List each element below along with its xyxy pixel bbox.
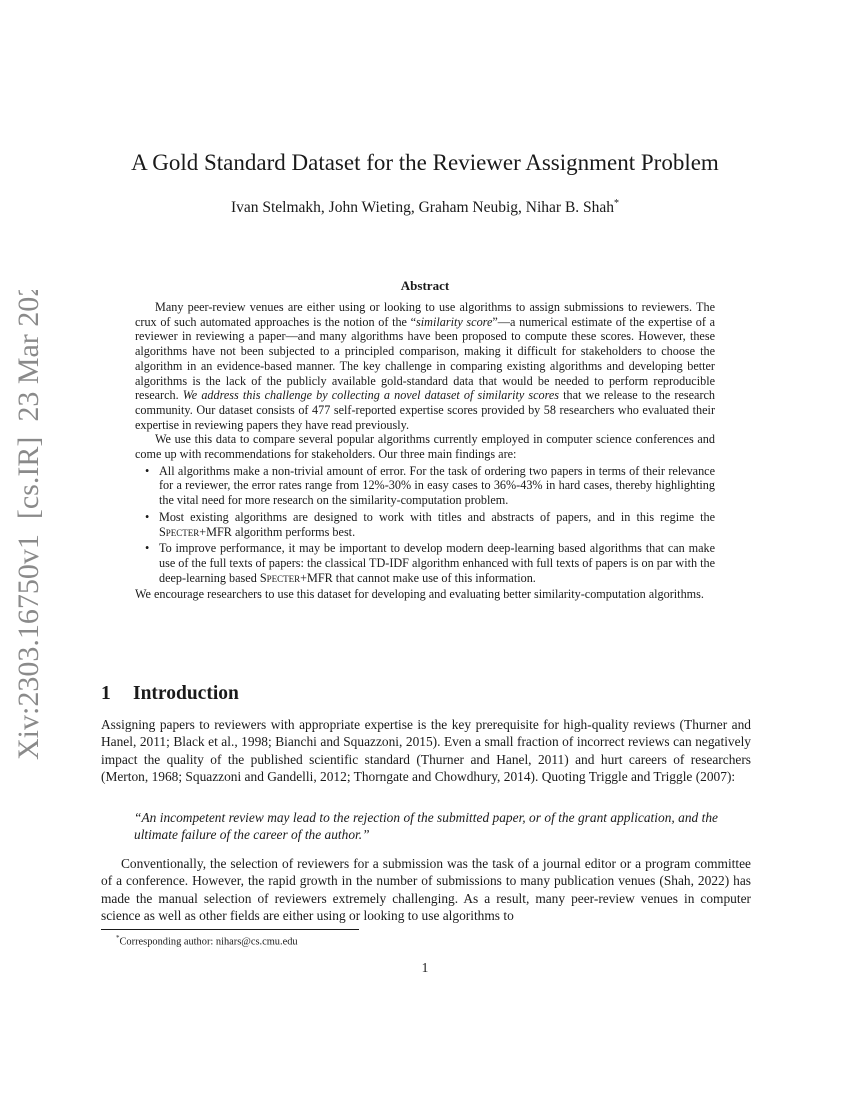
abstract-heading: Abstract bbox=[400, 278, 450, 293]
abstract-paragraph-2: We use this data to compare several popular algorithms currently employed in computer science conferences and come up with recommendations for stakeholders. Our three main findings are: bbox=[135, 432, 715, 462]
abstract-emphasis: We address this challenge by collecting a novel dataset of similarity scores bbox=[182, 388, 560, 403]
author-list bbox=[0, 198, 850, 217]
page-number: 1 bbox=[421, 960, 429, 975]
abstract-closing: We encourage researchers to use this dataset for developing and evaluating better similarity-computation algorithms. bbox=[135, 587, 704, 602]
paper-title: A Gold Standard Dataset for the Reviewer Assignment Problem bbox=[131, 150, 719, 175]
algorithm-name: Specter bbox=[159, 524, 200, 539]
footnote-mark: * bbox=[116, 934, 120, 942]
footnote bbox=[116, 934, 716, 947]
algorithm-name: Specter bbox=[259, 570, 301, 585]
section-number: 1 bbox=[101, 683, 111, 704]
section-heading-introduction bbox=[101, 683, 751, 705]
authors-names: Ivan Stelmakh, John Wieting, Graham Neubig, Nihar B. Shah bbox=[230, 199, 615, 217]
bullet-icon: • bbox=[145, 463, 150, 478]
block-quote: “An incompetent review may lead to the rejection of the submitted paper, or of the grant application, and the ultimate failure of the career of the author.” bbox=[134, 810, 718, 843]
bullet-icon: • bbox=[145, 541, 150, 556]
footnote-text: Corresponding author: nihars@cs.cmu.edu bbox=[119, 936, 298, 948]
finding-text: +MFR algorithm performs best. bbox=[199, 524, 356, 539]
abstract-body bbox=[135, 300, 715, 602]
abstract-text: that we release to the research community. Our dataset consists of 477 self-reported expertise scores provided by 58 researchers who evaluated their expertise in reviewing papers they have read previously. bbox=[135, 388, 716, 432]
author-footnote-mark: * bbox=[614, 198, 620, 209]
abstract-emphasis: similarity score bbox=[416, 314, 493, 329]
finding-text: +MFR that cannot make use of this information. bbox=[300, 570, 536, 585]
arxiv-identifier-stamp bbox=[8, 290, 48, 760]
footnote-divider bbox=[101, 929, 359, 930]
finding-text: Most existing algorithms are designed to work with titles and abstracts of papers, and in this regime the bbox=[159, 509, 715, 524]
arxiv-identifier-text: arXiv:2303.16750v1 [cs.IR] 23 Mar 2023 bbox=[12, 290, 45, 760]
abstract-text: Many peer-review venues are either using or looking to use algorithms to assign submissions to reviewers. The crux of such automated approaches is the notion of the “ bbox=[135, 300, 715, 329]
abstract-text: ”—a numerical estimate of the expertise of a reviewer in reviewing a paper—and many algorithms have been proposed to compute these scores. However, these algorithms have not been subjected to a principled comparison, making it difficult for stakeholders to choose the algorithm in an evidence-based manner. The key challenge in comparing existing algorithms and developing better algorithms is the lack of the publicly available gold-standard data that would be needed to perform reproducible research. bbox=[135, 314, 716, 403]
finding-item bbox=[145, 509, 715, 539]
finding-text: To improve performance, it may be important to develop modern deep-learning based algorithms that can make use of the full texts of papers: the classical TD-IDF algorithm enhanced with full texts of papers is on par with the deep-learning based bbox=[159, 541, 715, 585]
intro-paragraph-1: Assigning papers to reviewers with appropriate expertise is the key prerequisite for high-quality reviews (Thurner and Hanel, 2011; Black et al., 1998; Bianchi and Squazzoni, 2015). Even a small fraction of incorrect reviews can negatively impact the quality of the published scientific standard (Thurner and Hanel, 2011) and hurt careers of researchers (Merton, 1968; Squazzoni and Gandelli, 2012; Thorngate and Chowdhury, 2014). Quoting Triggle and Triggle (2007): bbox=[101, 717, 751, 785]
intro-paragraph-2: Conventionally, the selection of reviewers for a submission was the task of a journal editor or a program committee of a conference. However, the rapid growth in the number of submissions to many publication venues (Shah, 2022) has made the manual selection of reviewers extremely challenging. As a result, many peer-review venues in computer science as well as other fields are either using or looking to use algorithms to bbox=[101, 856, 751, 924]
section-title: Introduction bbox=[133, 683, 239, 704]
finding-item bbox=[145, 463, 715, 508]
bullet-icon: • bbox=[145, 509, 150, 524]
findings-list bbox=[135, 464, 715, 586]
finding-text: All algorithms make a non-trivial amount of error. For the task of ordering two papers in terms of their relevance for a reviewer, the error rates range from 12%-30% in easy cases to 36%-43% in hard cases, thereby highlighting the vital need for more research on the similarity-computation problem. bbox=[159, 463, 715, 508]
abstract-paragraph-1 bbox=[135, 300, 715, 432]
finding-item bbox=[145, 541, 715, 585]
